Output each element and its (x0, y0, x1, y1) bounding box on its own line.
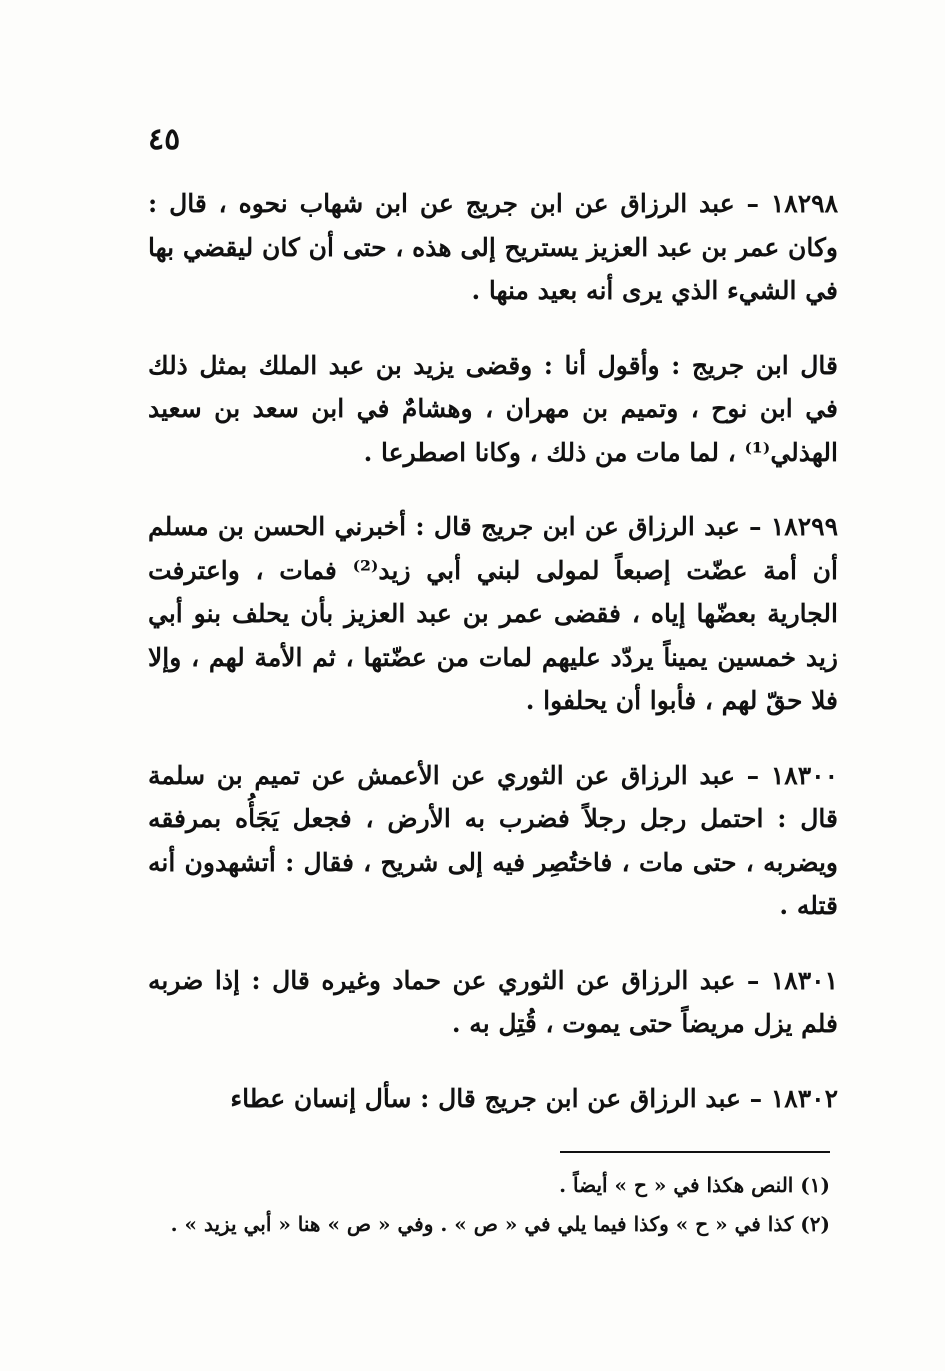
footnotes (170, 1166, 830, 1244)
footnote-divider (560, 1151, 830, 1153)
page-number: ٤٥ (148, 122, 181, 157)
paragraph-18298: ١٨٢٩٨ – عبد الرزاق عن ابن جريج عن ابن شهاب نحوه ، قال : وكان عمر بن عبد العزيز يستريح إلى هذه ، حتى أن كان ليقضي بها في الشيء الذي يرى أنه بعيد منها . (148, 189, 838, 305)
footnote-2: (٢) كذا في « ح » وكذا فيما يلي في « ص » . وفي « ص » هنا « أبي يزيد » . (170, 1212, 830, 1236)
body-text (148, 182, 838, 1151)
paragraph-18299: ١٨٢٩٩ – عبد الرزاق عن ابن جريج قال : أخبرني الحسن بن مسلم أن أمة عضّت إصبعاً لمولى لبني أبي زيد⁽²⁾ فمات ، واعترفت الجارية بعضّها إياه ، فقضى عمر بن عبد العزيز بأن يحلف بنو أبي زيد خمسين يميناً يردّد عليهم لمات من عضّتها ، ثم الأمة لهم ، وإلا فلا حقّ لهم ، فأبوا أن يحلفوا . (148, 512, 838, 715)
paragraph-18302: ١٨٣٠٢ – عبد الرزاق عن ابن جريج قال : سأل إنسان عطاء (230, 1083, 838, 1113)
paragraph-18300: ١٨٣٠٠ – عبد الرزاق عن الثوري عن الأعمش عن تميم بن سلمة قال : احتمل رجل رجلاً فضرب به الأرض ، فجعل يَجَأُه بمرفقه ويضربه ، حتى مات ، فاختُصِر فيه إلى شريح ، فقال : أتشهدون أنه قتله . (148, 760, 838, 920)
paragraph-18301: ١٨٣٠١ – عبد الرزاق عن الثوري عن حماد وغيره قال : إذا ضربه فلم يزل مريضاً حتى يموت ، قُتِل به . (148, 965, 838, 1038)
paragraph-ibn-jurayj-note: قال ابن جريج : وأقول أنا : وقضى يزيد بن عبد الملك بمثل ذلك في ابن نوح ، وتميم بن مهران ، وهشامٌ في ابن سعد بن سعيد الهذلي⁽¹⁾ ، لما مات من ذلك ، وكانا اصطرعا . (148, 350, 838, 467)
footnote-1: (١) النص هكذا في « ح » أيضاً . (559, 1173, 830, 1197)
